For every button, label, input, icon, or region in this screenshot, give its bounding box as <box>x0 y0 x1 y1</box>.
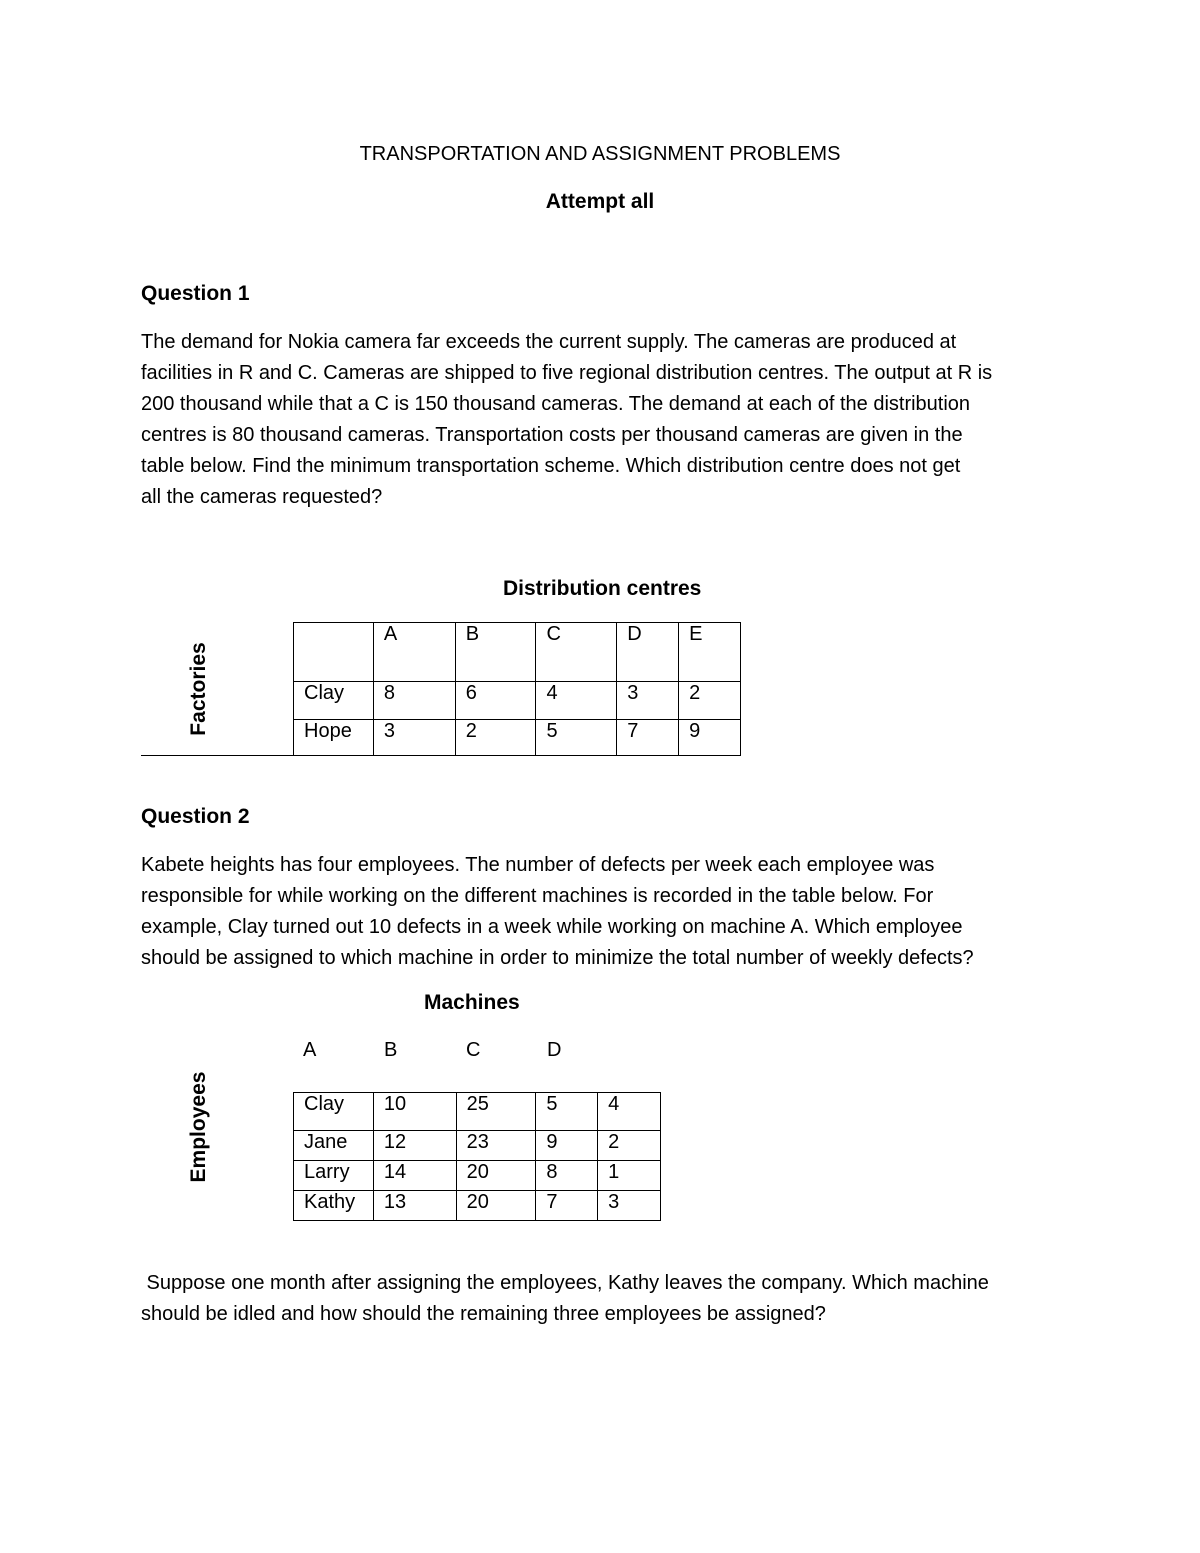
table-cell: 2 <box>598 1131 661 1161</box>
question-2-text <box>141 850 1061 974</box>
table-cell: 4 <box>598 1093 661 1131</box>
table-cell: 8 <box>373 682 455 720</box>
machine-column-label: D <box>547 1039 562 1061</box>
table-row <box>294 682 741 720</box>
table-cell <box>294 623 374 682</box>
paragraph-line: 200 thousand while that a C is 150 thousand cameras. The demand at each of the distribution <box>141 393 971 415</box>
question-2-heading: Question 2 <box>141 805 250 828</box>
paragraph-line: example, Clay turned out 10 defects in a week while working on machine A. Which employee <box>141 916 963 938</box>
paragraph-line: The demand for Nokia camera far exceeds the current supply. The cameras are produced at <box>141 331 957 353</box>
table-cell: 7 <box>536 1191 598 1221</box>
table-left-rule <box>141 755 294 756</box>
paragraph-line: facilities in R and C. Cameras are shipped to five regional distribution centres. The output at R is <box>141 362 993 384</box>
table-cell: 13 <box>373 1191 456 1221</box>
paragraph-line: Kabete heights has four employees. The number of defects per week each employee was <box>141 854 935 876</box>
table-cell: 1 <box>598 1161 661 1191</box>
paragraph-line: should be idled and how should the remaining three employees be assigned? <box>141 1303 826 1325</box>
machine-column-label: A <box>303 1039 317 1061</box>
table-header-row <box>294 623 741 682</box>
paragraph-line: should be assigned to which machine in order to minimize the total number of weekly defects? <box>141 947 974 969</box>
table-cell: 3 <box>617 682 679 720</box>
table-row-label: Hope <box>294 720 374 756</box>
table-row-label: Larry <box>294 1161 374 1191</box>
table-cell: 23 <box>456 1131 536 1161</box>
table-cell: 9 <box>536 1131 598 1161</box>
table-cell: 20 <box>456 1161 536 1191</box>
table-cell: 9 <box>679 720 741 756</box>
table-cell: 5 <box>536 720 617 756</box>
table-cell: 12 <box>373 1131 456 1161</box>
defects-assignment-table <box>293 1092 661 1221</box>
table-cell: 8 <box>536 1161 598 1191</box>
employees-axis-label: Employees <box>187 1071 210 1183</box>
table-cell: 7 <box>617 720 679 756</box>
table-header-cell: C <box>536 623 617 682</box>
table-header-cell: D <box>617 623 679 682</box>
distribution-centres-caption: Distribution centres <box>503 577 702 600</box>
table-cell: 5 <box>536 1093 598 1131</box>
table-cell: 4 <box>536 682 617 720</box>
table-cell: 20 <box>456 1191 536 1221</box>
question-2-followup <box>141 1268 1061 1330</box>
table-header-cell: B <box>455 623 536 682</box>
factories-axis-label: Factories <box>187 642 210 736</box>
table-row <box>294 1093 661 1131</box>
table-cell: 3 <box>598 1191 661 1221</box>
paragraph-line: Suppose one month after assigning the employees, Kathy leaves the company. Which machine <box>141 1272 989 1294</box>
table-cell: 14 <box>373 1161 456 1191</box>
paragraph-line: responsible for while working on the different machines is recorded in the table below. For <box>141 885 934 907</box>
document-subtitle: Attempt all <box>545 190 655 213</box>
document-title: TRANSPORTATION AND ASSIGNMENT PROBLEMS <box>359 143 841 165</box>
machines-caption: Machines <box>424 991 520 1014</box>
table-cell: 10 <box>373 1093 456 1131</box>
table-row <box>294 1191 661 1221</box>
table-header-cell: E <box>679 623 741 682</box>
machine-column-label: B <box>384 1039 398 1061</box>
question-1-heading: Question 1 <box>141 282 250 305</box>
table-header-cell: A <box>373 623 455 682</box>
transportation-cost-table <box>293 622 741 756</box>
paragraph-line: all the cameras requested? <box>141 486 383 508</box>
table-row-label: Kathy <box>294 1191 374 1221</box>
table-cell: 6 <box>455 682 536 720</box>
table-row <box>294 1131 661 1161</box>
table-cell: 3 <box>373 720 455 756</box>
machine-column-label: C <box>466 1039 481 1061</box>
table-cell: 25 <box>456 1093 536 1131</box>
table-cell: 2 <box>455 720 536 756</box>
paragraph-line: centres is 80 thousand cameras. Transportation costs per thousand cameras are given in the <box>141 424 963 446</box>
table-row <box>294 720 741 756</box>
paragraph-line: table below. Find the minimum transportation scheme. Which distribution centre does not get <box>141 455 961 477</box>
table-cell: 2 <box>679 682 741 720</box>
table-row-label: Jane <box>294 1131 374 1161</box>
table-row <box>294 1161 661 1191</box>
table-row-label: Clay <box>294 1093 374 1131</box>
table-row-label: Clay <box>294 682 374 720</box>
question-1-text <box>141 327 1061 513</box>
